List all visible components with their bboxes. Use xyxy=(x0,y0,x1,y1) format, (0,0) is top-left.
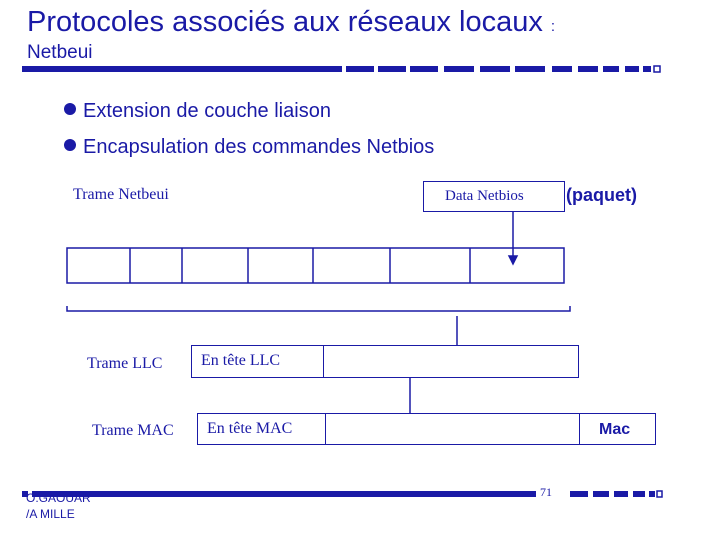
bullet-item xyxy=(64,100,331,123)
arrows xyxy=(406,212,517,422)
mac-header-label: En tête MAC xyxy=(207,420,293,437)
page-number: 71 xyxy=(540,485,552,499)
mac-frame-box xyxy=(197,413,656,445)
bullet-dot-icon xyxy=(64,103,76,115)
slide-subtitle: Netbeui xyxy=(27,42,93,63)
top-separator xyxy=(22,66,660,72)
netbeui-frame xyxy=(67,248,564,283)
bullet-text: Extension de couche liaison xyxy=(83,100,331,122)
bullet-text: Encapsulation des commandes Netbios xyxy=(83,136,435,158)
bullet-dot-icon xyxy=(64,139,76,151)
bullet-item xyxy=(64,136,434,159)
frame-bracket xyxy=(67,306,570,311)
paquet-label: (paquet) xyxy=(566,185,637,205)
data-netbios-label: Data Netbios xyxy=(445,188,524,204)
slide-title-text: Protocoles associés aux réseaux locaux xyxy=(27,6,543,38)
author-line: O.GAOUAR xyxy=(26,491,91,505)
llc-header-label: En tête LLC xyxy=(201,352,281,369)
trame-llc-label: Trame LLC xyxy=(87,355,163,372)
trame-netbeui-label: Trame Netbeui xyxy=(73,186,169,203)
llc-frame-box xyxy=(191,345,579,378)
mac-header-divider xyxy=(325,414,326,444)
author xyxy=(26,490,91,522)
bottom-separator xyxy=(22,491,662,497)
trame-mac-label: Trame MAC xyxy=(92,422,174,439)
author-line: /A MILLE xyxy=(26,507,75,521)
slide-title-colon: : xyxy=(550,18,556,35)
data-netbios-box xyxy=(423,181,565,212)
mac-trailer-divider xyxy=(579,414,580,444)
mac-trailer-label: Mac xyxy=(599,421,631,438)
llc-header-divider xyxy=(323,346,324,377)
